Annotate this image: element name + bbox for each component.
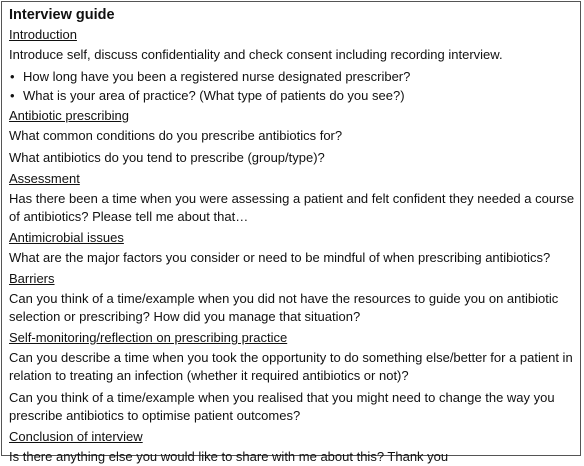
- section-paragraph: Has there been a time when you were assessing a patient and felt confident they needed a course of antibiotics? Please tell me about that…: [9, 191, 575, 224]
- interview-guide-box: [1, 1, 581, 464]
- section-heading-antimicrobial-issues: Antimicrobial issues: [9, 230, 124, 245]
- bullet-icon: •: [10, 88, 15, 103]
- section-paragraph: Can you think of a time/example when you realised that you might need to change the way you prescribe antibiotics to optimise patient outcomes?: [9, 390, 555, 423]
- section-heading-conclusion: Conclusion of interview: [9, 429, 143, 444]
- bullet-text: What is your area of practice? (What type of patients do you see?): [23, 88, 405, 103]
- section-paragraph: What are the major factors you consider or need to be mindful of when prescribing antibiotics?: [9, 250, 551, 265]
- section-heading-barriers: Barriers: [9, 271, 55, 286]
- section-heading-assessment: Assessment: [9, 171, 80, 186]
- section-paragraph: Can you think of a time/example when you did not have the resources to guide you on antibiotic selection or prescribing? How did you manage that situation?: [9, 291, 559, 324]
- section-paragraph: Is there anything else you would like to share with me about this? Thank you: [9, 449, 449, 464]
- section-paragraph: What common conditions do you prescribe antibiotics for?: [9, 128, 343, 143]
- bullet-item: [9, 87, 580, 105]
- section-heading-antibiotic-prescribing: Antibiotic prescribing: [9, 108, 129, 123]
- bullet-item: [9, 68, 580, 86]
- section-paragraph: Introduce self, discuss confidentiality and check consent including recording interview.: [9, 47, 503, 62]
- document-title: Interview guide: [9, 7, 115, 23]
- bullet-text: How long have you been a registered nurse designated prescriber?: [23, 69, 411, 84]
- bullet-icon: •: [10, 69, 15, 84]
- section-heading-introduction: Introduction: [9, 27, 77, 42]
- section-heading-self-monitoring: Self-monitoring/reflection on prescribing practice: [9, 330, 288, 345]
- bullet-list: [9, 68, 580, 105]
- section-paragraph: Can you describe a time when you took the opportunity to do something else/better for a patient in relation to treating an infection (whether it required antibiotics or not)?: [9, 350, 573, 383]
- section-paragraph: What antibiotics do you tend to prescribe (group/type)?: [9, 150, 325, 165]
